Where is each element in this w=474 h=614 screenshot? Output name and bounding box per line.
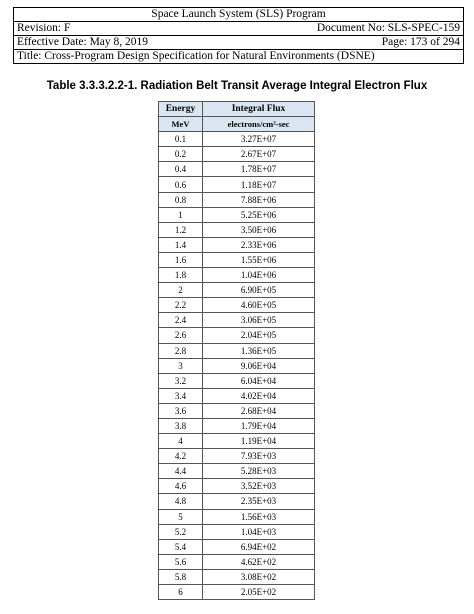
energy-cell: 0.6 — [159, 177, 203, 192]
flux-cell: 5.25E+06 — [203, 207, 315, 222]
energy-cell: 4.6 — [159, 479, 203, 494]
table-row — [159, 192, 315, 207]
energy-cell: 1.6 — [159, 252, 203, 267]
table-row — [159, 554, 315, 569]
table-row — [159, 177, 315, 192]
flux-cell: 2.33E+06 — [203, 237, 315, 252]
flux-cell: 9.06E+04 — [203, 358, 315, 373]
flux-cell: 2.67E+07 — [203, 147, 315, 162]
document-number: Document No: SLS-SPEC-159 — [316, 22, 460, 34]
table-title: Table 3.3.3.2.2-1. Radiation Belt Transit Average Integral Electron Flux — [46, 80, 428, 92]
energy-cell: 5.8 — [159, 569, 203, 584]
flux-cell: 4.02E+04 — [203, 388, 315, 403]
energy-cell: 5.2 — [159, 524, 203, 539]
energy-cell: 2.4 — [159, 313, 203, 328]
page-header — [13, 7, 464, 64]
program-name: Space Launch System (SLS) Program — [14, 8, 464, 22]
flux-cell: 3.06E+05 — [203, 313, 315, 328]
table-row — [159, 358, 315, 373]
energy-cell: 4.4 — [159, 464, 203, 479]
table-row — [159, 237, 315, 252]
table-row — [159, 222, 315, 237]
date-page-row — [14, 36, 464, 50]
energy-cell: 4 — [159, 434, 203, 449]
table-row — [159, 373, 315, 388]
flux-cell: 3.27E+07 — [203, 132, 315, 147]
energy-cell: 0.8 — [159, 192, 203, 207]
energy-cell: 3 — [159, 358, 203, 373]
energy-cell: 5.6 — [159, 554, 203, 569]
energy-cell: 1.2 — [159, 222, 203, 237]
flux-cell: 1.78E+07 — [203, 162, 315, 177]
flux-unit: electrons/cm²-sec — [203, 117, 315, 132]
energy-cell: 0.2 — [159, 147, 203, 162]
table-row — [159, 147, 315, 162]
flux-cell: 7.93E+03 — [203, 449, 315, 464]
table-row — [159, 283, 315, 298]
energy-cell: 4.2 — [159, 449, 203, 464]
flux-cell: 1.04E+06 — [203, 268, 315, 283]
flux-cell: 5.28E+03 — [203, 464, 315, 479]
flux-cell: 1.04E+03 — [203, 524, 315, 539]
energy-cell: 4.8 — [159, 494, 203, 509]
flux-cell: 1.18E+07 — [203, 177, 315, 192]
table-row — [159, 132, 315, 147]
table-row — [159, 539, 315, 554]
table-row — [159, 207, 315, 222]
effective-date: Effective Date: May 8, 2019 — [17, 36, 149, 48]
flux-cell: 3.52E+03 — [203, 479, 315, 494]
page-number: Page: 173 of 294 — [381, 36, 460, 48]
flux-cell: 7.88E+06 — [203, 192, 315, 207]
energy-cell: 6 — [159, 585, 203, 600]
flux-column-header: Integral Flux — [203, 102, 315, 117]
energy-cell: 0.1 — [159, 132, 203, 147]
energy-cell: 3.4 — [159, 388, 203, 403]
table-row — [159, 464, 315, 479]
table-row — [159, 328, 315, 343]
energy-cell: 1 — [159, 207, 203, 222]
flux-cell: 1.19E+04 — [203, 434, 315, 449]
flux-cell: 2.35E+03 — [203, 494, 315, 509]
table-row — [159, 162, 315, 177]
energy-cell: 0.4 — [159, 162, 203, 177]
flux-cell: 6.04E+04 — [203, 373, 315, 388]
electron-flux-table — [158, 101, 315, 600]
table-row — [159, 449, 315, 464]
table-row — [159, 343, 315, 358]
table-row — [159, 298, 315, 313]
flux-cell: 1.56E+03 — [203, 509, 315, 524]
table-row — [159, 509, 315, 524]
energy-column-header: Energy — [159, 102, 203, 117]
energy-cell: 2.2 — [159, 298, 203, 313]
table-row — [159, 313, 315, 328]
document-title: Title: Cross-Program Design Specification for Natural Environments (DSNE) — [14, 50, 464, 64]
flux-cell: 3.08E+02 — [203, 569, 315, 584]
flux-cell: 6.94E+02 — [203, 539, 315, 554]
flux-cell: 1.55E+06 — [203, 252, 315, 267]
flux-cell: 4.62E+02 — [203, 554, 315, 569]
table-row — [159, 434, 315, 449]
energy-cell: 3.2 — [159, 373, 203, 388]
energy-cell: 1.8 — [159, 268, 203, 283]
flux-cell: 2.68E+04 — [203, 403, 315, 418]
flux-cell: 4.60E+05 — [203, 298, 315, 313]
table-row — [159, 524, 315, 539]
table-row — [159, 569, 315, 584]
energy-cell: 1.4 — [159, 237, 203, 252]
table-row — [159, 403, 315, 418]
table-row — [159, 388, 315, 403]
revision: Revision: F — [17, 22, 71, 34]
table-row — [159, 252, 315, 267]
flux-cell: 6.90E+05 — [203, 283, 315, 298]
table-row — [159, 268, 315, 283]
flux-cell: 1.79E+04 — [203, 418, 315, 433]
flux-cell: 3.50E+06 — [203, 222, 315, 237]
energy-cell: 2.8 — [159, 343, 203, 358]
revision-docno-row — [14, 22, 464, 36]
table-row — [159, 418, 315, 433]
flux-cell: 2.04E+05 — [203, 328, 315, 343]
table-row — [159, 585, 315, 600]
table-row — [159, 479, 315, 494]
flux-cell: 2.05E+02 — [203, 585, 315, 600]
table-body — [159, 132, 315, 600]
energy-cell: 5.4 — [159, 539, 203, 554]
energy-unit: MeV — [159, 117, 203, 132]
flux-cell: 1.36E+05 — [203, 343, 315, 358]
energy-cell: 3.8 — [159, 418, 203, 433]
table-row — [159, 494, 315, 509]
energy-cell: 3.6 — [159, 403, 203, 418]
energy-cell: 2.6 — [159, 328, 203, 343]
energy-cell: 5 — [159, 509, 203, 524]
energy-cell: 2 — [159, 283, 203, 298]
